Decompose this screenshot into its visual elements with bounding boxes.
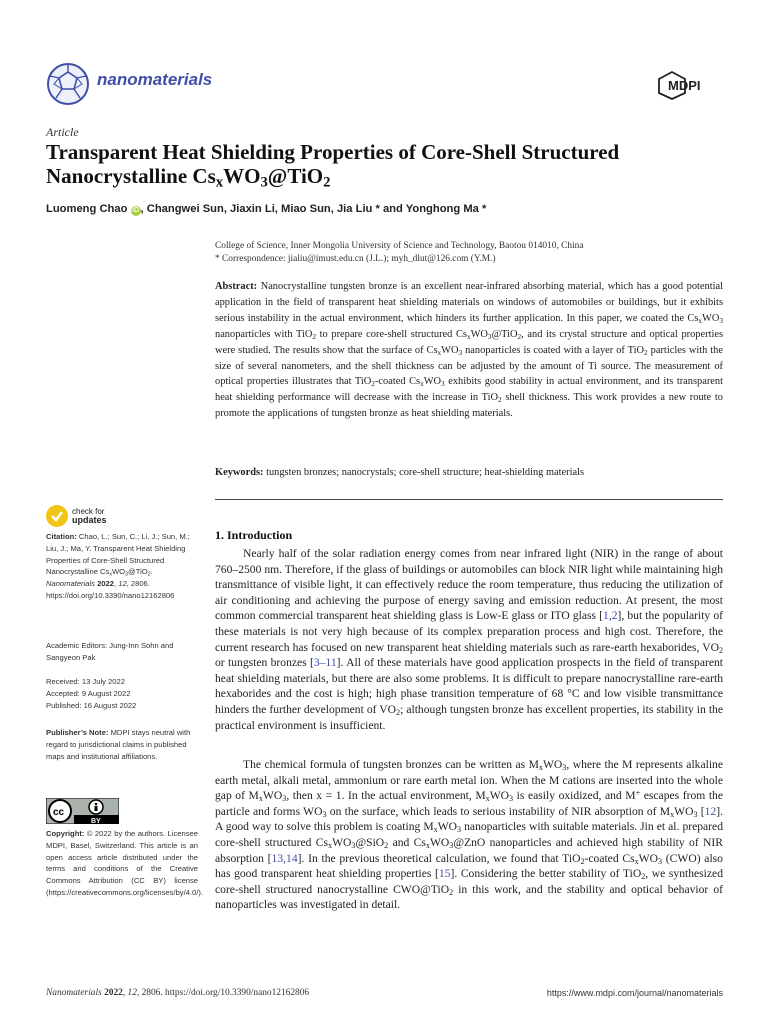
abstract: Abstract: Nanocrystalline tungsten bronze is an excellent near-infrared absorbing material, which has a good potential application in the field of transparent heat shielding materials on windows of automobiles or buildings, but it exhibits serious instability in the actual environment, which hinders its further application. In this paper, we coated the $Cs_xWO_3$ nanoparticles with TiO$_2$ to prepare core-shell structured $Cs_xWO_3@TiO_2$, and its crystal structure and optical properties were studied. The results show that the surface of $Cs_xWO_3$ nanoparticles is coated with a layer of TiO$_2$ particles with the size of several nanometers, and the shell thickness can be adjusted by the amount of Ti source. The measurement of optical properties illustrates that TiO$_2$-coated $Cs_xWO_3$ exhibits good stability in actual environment, and its transparent heat shielding performance will decrease with the increase in TiO$_2$ shell thickness. This work provides a new route to promote the applications of tungsten bronze as heat shielding materials. — [215, 281, 723, 420]
article-title: Transparent Heat Shielding Properties of Core-Shell Structured Nanocrystalline $Cs_xWO_3@TiO_2$ — [46, 140, 620, 191]
publication-dates: Received: 13 July 2022 Accepted: 9 August 2022 Published: 16 August 2022 — [46, 677, 137, 710]
affiliation: College of Science, Inner Mongolia University of Science and Technology, Baotou 014010, China * Correspondence: jialiu@imust.edu.cn (J.L.); myh_dlut@126.com (Y.M.) — [215, 240, 735, 265]
publisher-note: Publisher’s Note: MDPI stays neutral with regard to jurisdictional claims in published maps and institutional affiliations. — [46, 728, 191, 761]
citation-doi-link[interactable]: , 2806. https://doi.org/10.3390/nano12162806 — [46, 579, 175, 600]
orcid-icon[interactable]: iD — [132, 207, 140, 214]
svg-text:cc: cc — [53, 807, 65, 818]
intro-paragraph: The chemical formula of tungsten bronzes can be written as $M_xWO_3$, where the M represents alkaline earth metal, alkali metal, ammonium or rare earth metal ion. When the M cations are inserted into the whole gap of $M_xWO_3$, then x = 1. In the actual environment, $M_xWO_3$ is easily oxidized, and M+ escapes from the particle and forms $WO_3$ on the surface, which leads to serious instability of NIR absorption of $M_xWO_3$ [12]. A good way to solve this problem is coating $M_xWO_3$ nanoparticles with suitable materials. Jin et al. prepared core-shell structured $Cs_xWO_3@SiO_2$ and $Cs_xWO_3@ZnO$ nanoparticles and achieved high stability of NIR absorption [13,14]. In the previous theoretical calculation, we found that TiO$_2$-coated $Cs_xWO_3$ (CWO) also has good transparent heat shielding properties [15]. Considering the better stability of TiO$_2$, we synthesized core-shell structured nanocrystalline CWO@TiO$_2$ in this work, and the stability and optical behavior of nanoparticles was investigated in detail. — [215, 758, 724, 912]
article-type: Article — [46, 125, 79, 139]
footer-doi-link[interactable]: , 2806. https://doi.org/10.3390/nano12162806 — [136, 988, 310, 998]
journal-url-link[interactable]: https://www.mdpi.com/journal/nanomaterials — [546, 988, 723, 998]
author-name[interactable]: Luomeng Chao — [46, 203, 128, 215]
citation-link[interactable]: 12 — [704, 804, 717, 818]
citation-link[interactable]: 15 — [438, 867, 451, 881]
author-list: Luomeng Chao iD , Changwei Sun, Jiaxin Li, Miao Sun, Jia Liu * and Yonghong Ma * — [46, 203, 487, 215]
section-heading-introduction: 1. Introduction — [215, 528, 293, 542]
check-updates-icon — [46, 505, 68, 527]
academic-editors: Academic Editors: Jung-Inn Sohn and Sangyeon Pak — [46, 641, 174, 662]
journal-name: nanomaterials — [97, 70, 213, 89]
citation-link[interactable]: 13,14 — [271, 851, 298, 865]
svg-text:BY: BY — [91, 818, 101, 824]
citation: Citation: Chao, L.; Sun, C.; Li, J.; Sun, M.; Liu, J.; Ma, Y. Transparent Heat Shielding Properties of Core-Shell Structured Nanocrystalline $Cs_xWO_3@TiO_2$. Nanomaterials 2022, 12, 2806. https://doi.org/10.3390/nano12162806 — [46, 532, 190, 600]
footer-citation: Nanomaterials 2022, 12, 2806. https://doi.org/10.3390/nano12162806 — [46, 988, 310, 998]
citation-link[interactable]: 1,2 — [603, 609, 618, 623]
keywords: Keywords: tungsten bronzes; nanocrystals; core-shell structure; heat-shielding materials — [215, 467, 585, 478]
mdpi-logo[interactable] — [658, 70, 724, 100]
intro-paragraph: Nearly half of the solar radiation energy comes from near infrared light (NIR) in the range of about 760–2500 nm. Therefore, if the glass of buildings or automobiles can block NIR light while maintaining high transmittance of visible light, it can effectively reduce the room temperature, thus reducing the utilization of air conditioning and achieving the purpose of energy saving and emission reduction. At present, the most common commercial transparent heat shielding glass is Low-E glass or ITO glass [1,2], but the popularity of these materials is not very high because of its complex preparation process and high cost. Therefore, the current research has focused on new transparent heat shielding materials such as rare-earth hexaborides, $VO_2$ or tungsten bronzes [3–11]. All of these materials have good application prospects in the field of transparent heat shielding materials, but there are also some problems. It is difficult to prepare nanocrystalline rare-earth hexaborides and the cost is high; high phase transition temperature of 68 °C and low visible transmittance hinders the further development of $VO_2$; although tungsten bronze has excellent properties, its stability in the practical environment is insufficient. — [215, 547, 724, 732]
section-divider — [215, 499, 723, 500]
copyright-notice: Copyright: © 2022 by the authors. Licensee MDPI, Basel, Switzerland. This article is an open access article distributed under the terms and conditions of the Creative Commons Attribution (CC BY) license (https://creativecommons.org/licenses/by/4.0/). — [46, 829, 203, 897]
citation-link[interactable]: 3–11 — [313, 656, 337, 670]
check-for-updates-badge[interactable]: check for updates — [46, 505, 146, 527]
fullerene-icon — [46, 62, 90, 106]
correspondence[interactable]: * Correspondence: jialiu@imust.edu.cn (J.L.); myh_dlut@126.com (Y.M.) — [215, 253, 496, 264]
mdpi-logo-text: MDPI — [668, 78, 701, 93]
cc-by-license-icon[interactable] — [46, 798, 119, 824]
